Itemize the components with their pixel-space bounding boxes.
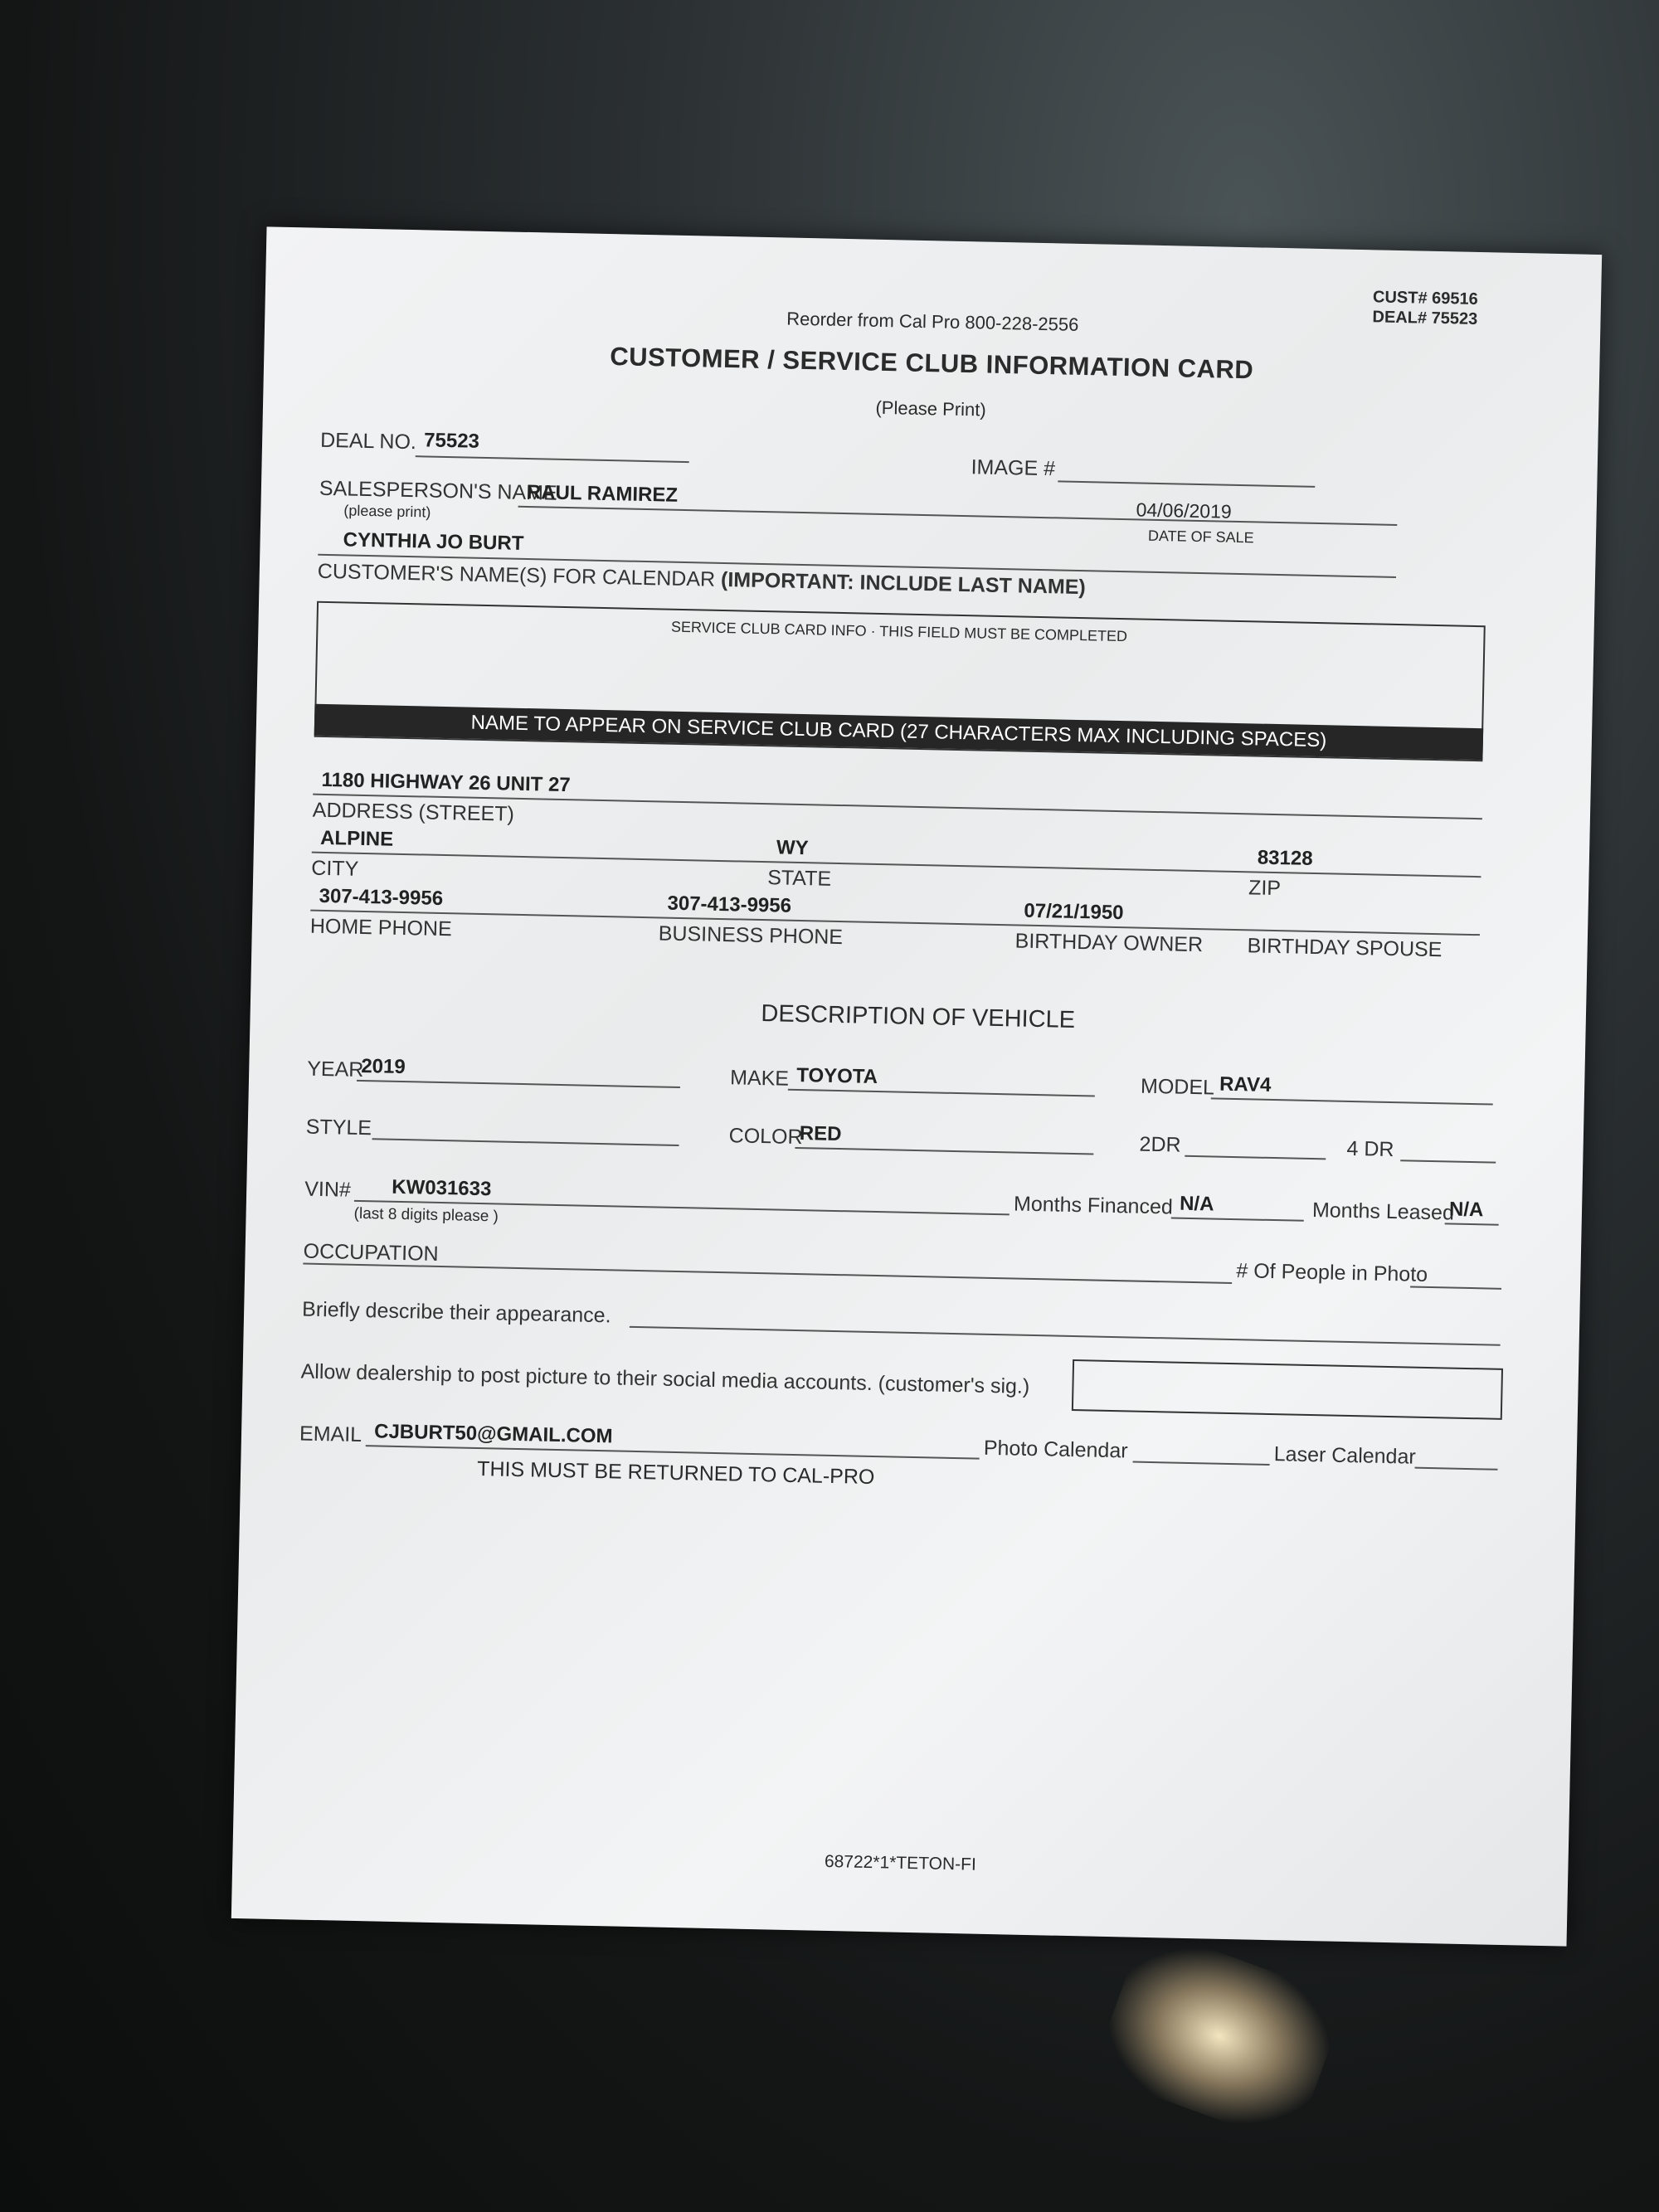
cust-number: CUST# 69516 (1372, 288, 1479, 309)
birthday-spouse-label: BIRTHDAY SPOUSE (1247, 934, 1443, 962)
photo-calendar-line (1133, 1461, 1270, 1466)
color-label: COLOR (728, 1124, 803, 1150)
form-title: CUSTOMER / SERVICE CLUB INFORMATION CARD (609, 342, 1254, 385)
date-of-sale-value: 04/06/2019 (1136, 498, 1232, 523)
model-line (1211, 1097, 1493, 1105)
laser-calendar-line (1414, 1467, 1497, 1471)
customer-name-important: (IMPORTANT: INCLUDE LAST NAME) (720, 567, 1087, 600)
deal-no-line (416, 455, 689, 463)
vehicle-heading: DESCRIPTION OF VEHICLE (761, 1000, 1076, 1033)
deal-number: DEAL# 75523 (1372, 308, 1478, 328)
people-in-photo-line (1410, 1286, 1501, 1290)
occupation-line (303, 1263, 1232, 1284)
color-value: RED (799, 1122, 842, 1146)
please-print-note: (Please Print) (875, 396, 987, 421)
state-value: WY (776, 836, 809, 860)
make-line (788, 1089, 1095, 1097)
months-leased-value: N/A (1448, 1198, 1484, 1222)
city-label: CITY (311, 856, 359, 881)
year-line (357, 1080, 680, 1088)
style-label: STYLE (305, 1115, 372, 1140)
email-label: EMAIL (299, 1422, 362, 1447)
state-label: STATE (766, 866, 832, 891)
address-label: ADDRESS (STREET) (312, 798, 515, 826)
home-phone-label: HOME PHONE (309, 914, 453, 941)
customer-name-label-text: CUSTOMER'S NAME(S) FOR CALENDAR (317, 559, 716, 591)
image-number-line (1058, 480, 1315, 487)
months-leased-label: Months Leased (1311, 1198, 1455, 1225)
email-value: CJBURT50@GMAIL.COM (373, 1420, 613, 1448)
salesperson-line (518, 506, 1398, 526)
year-value: 2019 (361, 1054, 406, 1079)
salesperson-label: SALESPERSON'S NAME (319, 476, 557, 505)
customer-signature-box[interactable] (1072, 1359, 1503, 1420)
two-door-line (1185, 1155, 1326, 1160)
image-number-label: IMAGE # (971, 455, 1056, 481)
service-club-name-bar: NAME TO APPEAR ON SERVICE CLUB CARD (27 CHARACTERS MAX INCLUDING SPACES) (314, 704, 1483, 760)
model-value: RAV4 (1219, 1072, 1272, 1096)
table-light-glare (1091, 1925, 1347, 2146)
color-line (795, 1147, 1093, 1155)
laser-calendar-label: Laser Calendar (1273, 1442, 1417, 1469)
deal-no-value: 75523 (423, 429, 480, 453)
phone-birthday-line (310, 910, 1480, 936)
home-phone-value: 307-413-9956 (319, 884, 444, 910)
appearance-label: Briefly describe their appearance. (301, 1297, 611, 1328)
business-phone-label: BUSINESS PHONE (658, 921, 844, 950)
year-label: YEAR (306, 1057, 364, 1082)
zip-value: 83128 (1257, 846, 1313, 870)
style-line (372, 1138, 679, 1146)
photo-calendar-label: Photo Calendar (983, 1436, 1128, 1463)
customer-name-value: CYNTHIA JO BURT (343, 528, 524, 555)
service-club-caption: SERVICE CLUB CARD INFO · THIS FIELD MUST BE COMPLETED (670, 618, 1128, 645)
birthday-owner-label: BIRTHDAY OWNER (1014, 929, 1204, 957)
social-media-label: Allow dealership to post picture to their social media accounts. (customer's sig.) (300, 1359, 1030, 1398)
service-club-form (231, 226, 1602, 1946)
city-value: ALPINE (319, 826, 394, 851)
date-of-sale-label: DATE OF SALE (1147, 527, 1254, 547)
salesperson-value: RAUL RAMIREZ (526, 481, 679, 507)
vin-label: VIN# (304, 1177, 352, 1202)
occupation-label: OCCUPATION (303, 1239, 439, 1266)
business-phone-value: 307-413-9956 (667, 892, 792, 917)
model-label: MODEL (1140, 1074, 1215, 1100)
birthday-owner-value: 07/21/1950 (1024, 899, 1124, 925)
people-in-photo-label: # Of People in Photo (1236, 1259, 1428, 1286)
vin-value: KW031633 (392, 1175, 492, 1201)
four-door-line (1400, 1159, 1496, 1163)
months-financed-line (1171, 1217, 1304, 1221)
return-note: THIS MUST BE RETURNED TO CAL-PRO (476, 1457, 875, 1490)
customer-name-label (318, 560, 1086, 600)
form-footer-code: 68722*1*TETON-FI (824, 1851, 977, 1874)
appearance-line (630, 1326, 1501, 1346)
reorder-note: Reorder from Cal Pro 800-228-2556 (786, 308, 1079, 335)
zip-label: ZIP (1248, 876, 1282, 901)
make-value: TOYOTA (795, 1063, 878, 1089)
months-financed-value: N/A (1179, 1192, 1214, 1216)
salesperson-sub-label: (please print) (343, 502, 431, 521)
four-door-label: 4 DR (1346, 1136, 1394, 1162)
email-line (366, 1445, 980, 1459)
months-financed-label: Months Financed (1013, 1192, 1174, 1219)
make-label: MAKE (729, 1066, 790, 1091)
vin-note: (last 8 digits please ) (353, 1204, 499, 1226)
deal-no-label: DEAL NO. (319, 428, 417, 455)
two-door-label: 2DR (1139, 1132, 1181, 1157)
address-value: 1180 HIGHWAY 26 UNIT 27 (321, 768, 571, 797)
